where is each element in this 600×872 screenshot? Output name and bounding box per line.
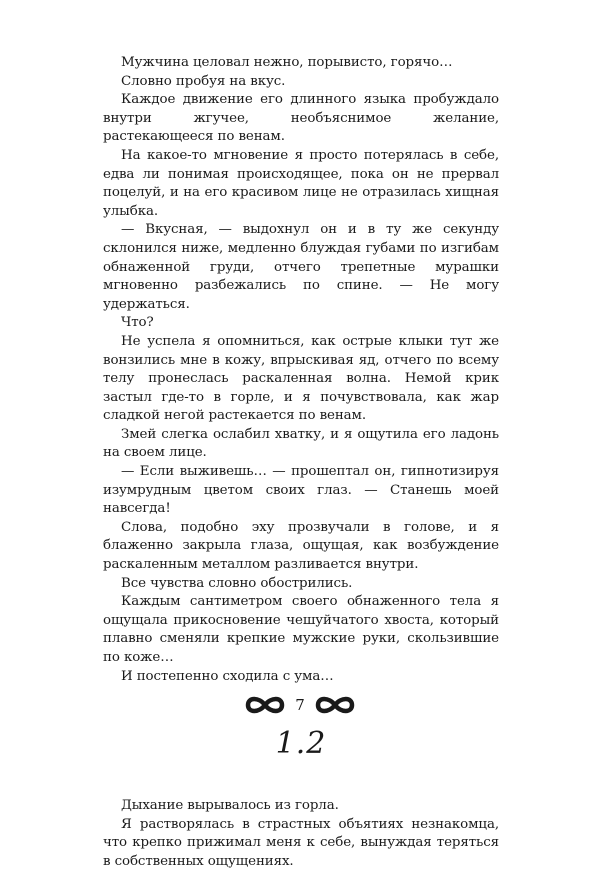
- paragraph: И постепенно сходила с ума…: [121, 668, 334, 684]
- infinity-icon: [243, 694, 287, 716]
- paragraph: Мужчина целовал нежно, порывисто, горячо…: [121, 55, 453, 70]
- paragraph: Каждым сантиметром своего обнаженного тела я ощущала прикосновение чешуйчатого хвоста, который плавно сменяли крепкие мужские руки, скользившие по коже…: [103, 594, 499, 665]
- page-content: [103, 54, 499, 872]
- chapter-heading: 1.2: [275, 726, 327, 762]
- paragraph: Не успела я опомниться, как острые клыки тут же вонзились мне в кожу, впрыскивая яд, отчего по всему телу пронеслась раскаленная волна. Немой крик застыл где-то в горле, и я почувствовала, как жар сладкой негой растекается по венам.: [103, 333, 499, 424]
- text-block-top: [103, 54, 499, 686]
- page-number: 7: [295, 696, 305, 714]
- paragraph: — Если выживешь… — прошептал он, гипнотизируя изумрудным цветом своих глаз. — Станешь моей навсегда!: [103, 464, 499, 517]
- paragraph: Я растворялась в страстных объятиях незнакомца, что крепко прижимал меня к себе, вынуждая теряться в собственных ощущениях.: [103, 816, 499, 869]
- paragraph: Каждое движение его длинного языка пробуждало внутри жгучее, необъяснимое желание, растекающееся по венам.: [103, 92, 499, 145]
- paragraph: — Вкусная, — выдохнул он и в ту же секунду склонился ниже, медленно блуждая губами по изгибам обнаженной груди, отчего трепетные мурашки мгновенно разбежались по спине. — Не могу удержаться.: [103, 222, 499, 312]
- text-block-bottom: [103, 797, 499, 871]
- paragraph: Змей слегка ослабил хватку, и я ощутила его ладонь на своем лице.: [103, 426, 499, 461]
- paragraph: Словно пробуя на вкус.: [121, 73, 286, 89]
- paragraph: На какое-то мгновение я просто потерялась в себе, едва ли понимая происходящее, пока он не прервал поцелуй, и на его красивом лице не отразилась хищная улыбка.: [103, 147, 499, 219]
- page-footer: [0, 694, 600, 716]
- paragraph: Дыхание вырывалось из горла.: [121, 798, 339, 814]
- infinity-icon: [313, 694, 357, 716]
- paragraph: Все чувства словно обострились.: [121, 575, 353, 591]
- paragraph: Что?: [121, 315, 154, 331]
- paragraph: Слова, подобно эху прозвучали в голове, и я блаженно закрыла глаза, ощущая, как возбуждение раскаленным металлом разливается внутри.: [103, 519, 499, 573]
